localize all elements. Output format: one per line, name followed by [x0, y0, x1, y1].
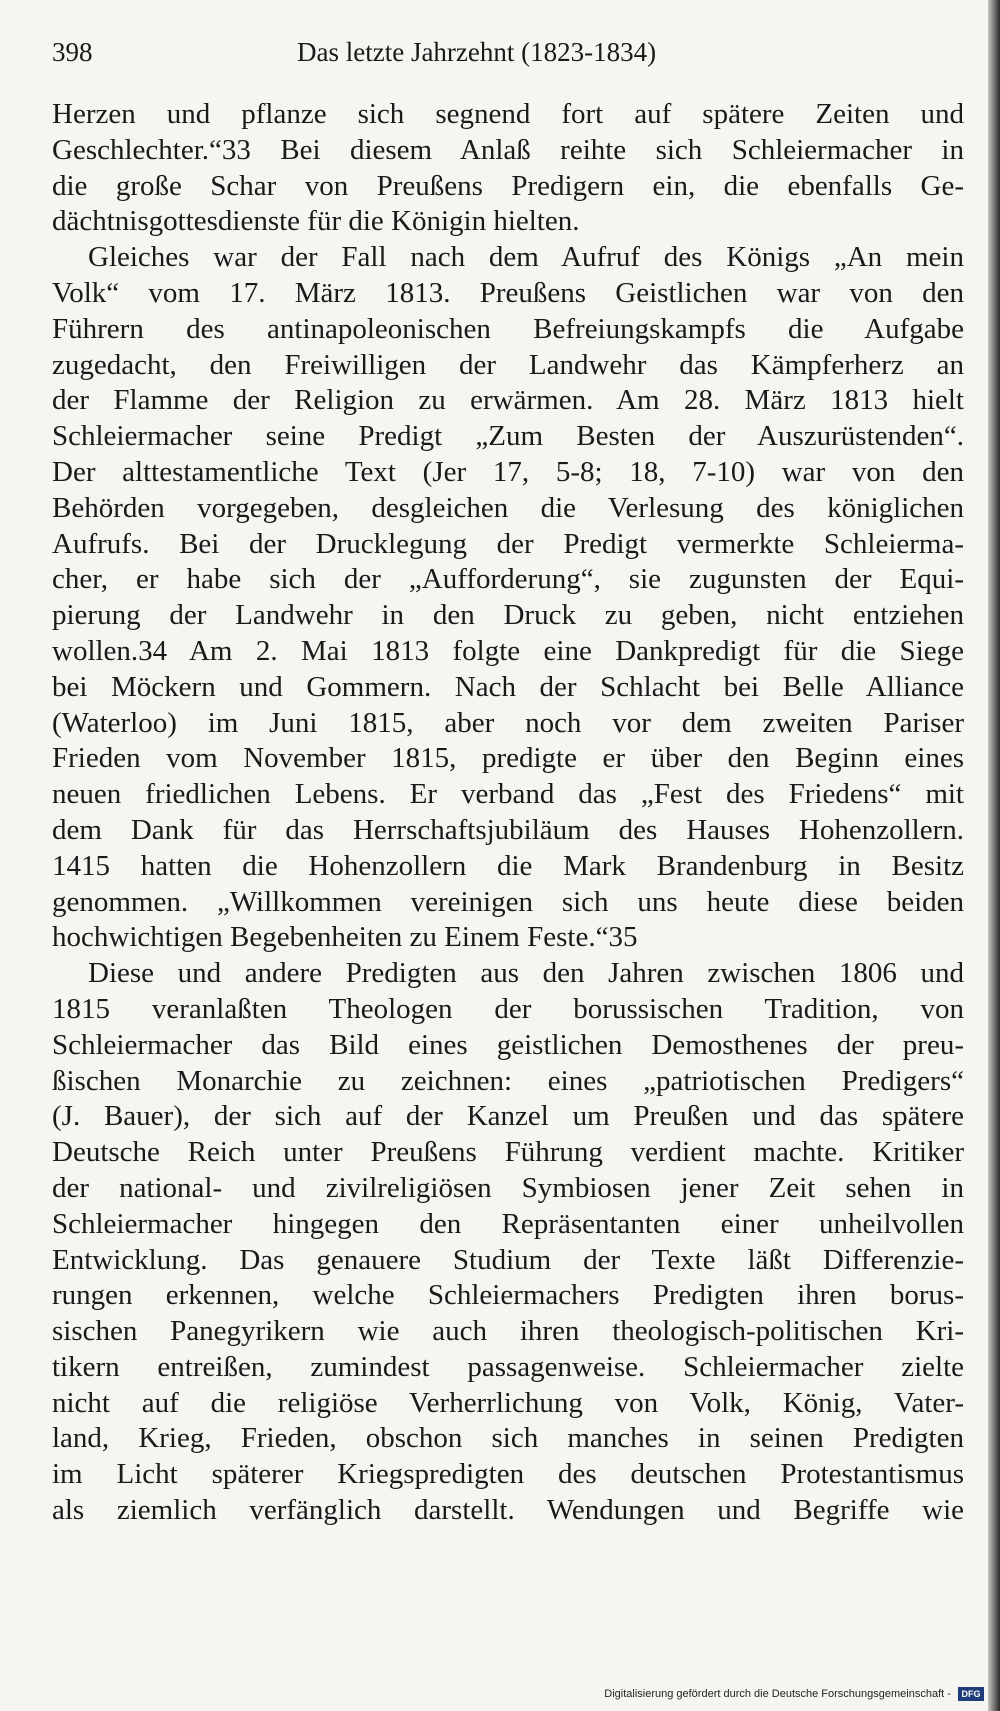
text-line: zugedacht, den Freiwilligen der Landwehr das Kämpferherz an: [52, 348, 964, 381]
text-line: 1415 hatten die Hohenzollern die Mark Brandenburg in Besitz: [52, 849, 964, 882]
text-line: wollen.34 Am 2. Mai 1813 folgte eine Dankpredigt für die Siege: [52, 634, 964, 667]
text-line: (J. Bauer), der sich auf der Kanzel um Preußen und das spätere: [52, 1100, 964, 1133]
text-line: neuen friedlichen Lebens. Er verband das „Fest des Friedens“ mit: [52, 778, 964, 811]
text-line: nicht auf die religiöse Verherrlichung von Volk, König, Vater-: [52, 1386, 964, 1419]
text-line: Deutsche Reich unter Preußens Führung verdient machte. Kritiker: [52, 1136, 964, 1169]
text-line: im Licht späterer Kriegspredigten des deutschen Protestantismus: [52, 1458, 964, 1491]
credit-text: Digitalisierung gefördert durch die Deutsche Forschungsgemeinschaft -: [604, 1688, 951, 1701]
text-line: land, Krieg, Frieden, obschon sich manches in seinen Predigten: [52, 1422, 964, 1455]
text-line: 1815 veranlaßten Theologen der borussischen Tradition, von: [52, 992, 964, 1025]
text-line: Entwicklung. Das genauere Studium der Texte läßt Differenzie-: [52, 1243, 964, 1276]
text-line: tikern entreißen, zumindest passagenweise. Schleiermacher zielte: [52, 1350, 964, 1383]
text-line: (Waterloo) im Juni 1815, aber noch vor dem zweiten Pariser: [52, 706, 964, 739]
page-edge-shadow: [988, 0, 1000, 1711]
text-line: der national- und zivilreligiösen Symbiosen jener Zeit sehen in: [52, 1171, 964, 1204]
text-line: ßischen Monarchie zu zeichnen: eines „patriotischen Predigers“: [52, 1064, 964, 1097]
text-line: genommen. „Willkommen vereinigen sich uns heute diese beiden: [52, 885, 964, 918]
body-text: [52, 97, 964, 1529]
digitization-credit: [604, 1683, 984, 1705]
text-line: die große Schar von Preußens Predigern ein, die ebenfalls Ge-: [52, 169, 964, 202]
text-line: dächtnisgottesdienste für die Königin hielten.: [52, 205, 580, 238]
text-line: rungen erkennen, welche Schleiermachers Predigten ihren borus-: [52, 1279, 964, 1312]
text-line: dem Dank für das Herrschaftsjubiläum des Hauses Hohenzollern.: [52, 813, 964, 846]
text-line: Herzen und pflanze sich segnend fort auf spätere Zeiten und: [52, 98, 964, 130]
text-line: Der alttestamentliche Text (Jer 17, 5-8; 18, 7-10) war von den: [52, 455, 964, 488]
text-line: Behörden vorgegeben, desgleichen die Verlesung des königlichen: [52, 491, 964, 524]
dfg-logo-icon: DFG: [958, 1687, 984, 1701]
text-line: Geschlechter.“33 Bei diesem Anlaß reihte sich Schleiermacher in: [52, 133, 964, 166]
text-line: hochwichtigen Begebenheiten zu Einem Feste.“35: [52, 921, 638, 954]
page-number: 398: [52, 37, 93, 67]
page-header: [52, 32, 952, 72]
text-line: bei Möckern und Gommern. Nach der Schlacht bei Belle Alliance: [52, 670, 964, 703]
text-line: cher, er habe sich der „Aufforderung“, sie zugunsten der Equi-: [52, 563, 964, 596]
text-line: Schleiermacher hingegen den Repräsentanten einer unheilvollen: [52, 1207, 964, 1240]
text-line: Führern des antinapoleonischen Befreiungskampfs die Aufgabe: [52, 312, 964, 345]
text-line: als ziemlich verfänglich darstellt. Wendungen und Begriffe wie: [52, 1494, 964, 1527]
text-line: Diese und andere Predigten aus den Jahren zwischen 1806 und: [88, 957, 964, 990]
text-line: pierung der Landwehr in den Druck zu geben, nicht entziehen: [52, 599, 964, 632]
text-line: sischen Panegyrikern wie auch ihren theologisch-politischen Kri-: [52, 1315, 964, 1348]
text-line: Schleiermacher das Bild eines geistlichen Demosthenes der preu-: [52, 1028, 964, 1061]
text-line: Frieden vom November 1815, predigte er über den Beginn eines: [52, 742, 964, 775]
text-line: der Flamme der Religion zu erwärmen. Am 28. März 1813 hielt: [52, 384, 964, 417]
text-line: Gleiches war der Fall nach dem Aufruf des Königs „An mein: [88, 241, 964, 274]
running-title: Das letzte Jahrzehnt (1823-1834): [297, 37, 657, 67]
text-line: Schleiermacher seine Predigt „Zum Besten der Auszurüstenden“.: [52, 420, 964, 453]
text-line: Aufrufs. Bei der Drucklegung der Predigt vermerkte Schleierma-: [52, 527, 964, 560]
text-line: Volk“ vom 17. März 1813. Preußens Geistlichen war von den: [52, 276, 964, 309]
